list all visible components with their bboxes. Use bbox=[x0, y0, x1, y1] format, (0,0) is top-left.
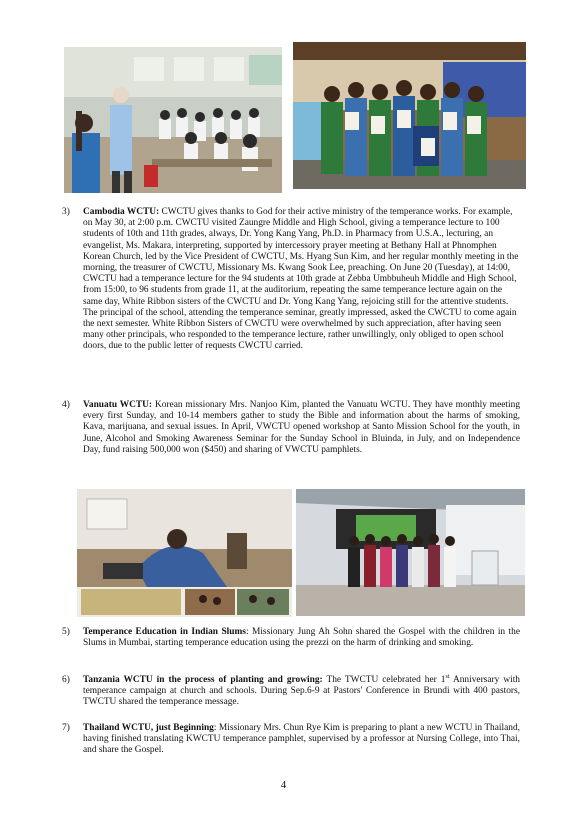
item-number: 3) bbox=[62, 207, 70, 217]
page-number: 4 bbox=[280, 779, 287, 791]
item-text: CWCTU gives thanks to God for their active ministry of the temperance works. For example, on May 30, at 2:00 p.m. CWCTU visited Zaungre Middle and High School, giving a temperance lecture to 100 students of 10th and 11th grades, always, Dr. Yong Kang Yang, Ph.D. in Pharmacy from U.S.A., lecturing, an evangelist, Ms. Makara, interpreting, supported by intercessory prayer meeting at Bethany Hall at Phnomphen Korean Church, led by the Vice President of CWCTU, Ms. Hyang Sun Kim, and her regular monthly meeting in the morning, the treasurer of CWCTU, Missionary Ms. Kwang Sook Lee, preaching. On June 20 (Tuesday), at 14:00, CWCTU had a temperance lecture for the 94 students at 10th grade at Zebba Umbbuheuh Middle and High School, from 15:00, to 96 students from grade 11, at the auditorium, repeating the same temperance lecture again on the same day, White Ribbon sisters of the CWCTU and Dr. Yong Kang Yang, rejoicing still for the attentive students. The principal of the school, attending the temperance seminar, greatly impressed, asked the CWCTU to come again the next semester. White Ribbon Sisters of CWCTU were overwhelmed by such appreciation, after having seen many other principals, who responded to the temperance lecture, rather unwillingly, only obliged to open school doors, due to the public letter of requests CWCTU carried. bbox=[83, 207, 519, 352]
item-heading: Temperance Education in Indian Slums bbox=[83, 627, 246, 637]
item-heading: Vanuatu WCTU: bbox=[83, 400, 153, 410]
item-number: 4) bbox=[62, 400, 70, 410]
item-heading: Tanzania WCTU in the process of planting and growing: bbox=[83, 675, 323, 685]
item-number: 7) bbox=[62, 723, 70, 733]
list-item-tanzania bbox=[62, 675, 520, 709]
photo-vanuatu-workshop bbox=[77, 489, 292, 617]
list-item-thailand bbox=[62, 723, 520, 757]
list-item-vanuatu bbox=[62, 400, 520, 456]
item-text: Korean missionary Mrs. Nanjoo Kim, planted the Vanuatu WCTU. They have monthly meeting every first Sunday, and 10-14 members gather to study the Bible and information about the harms of smoking, Kava, marijuana, and sexual issues. In April, VWCTU opened workshop at Santo Mission School for the youth, in June, Alcohol and Smoking Awareness Seminar for the Sunday School in Bluinda, in July, and on Independence Day, fund raising 500,000 won ($450) and sharing of VWCTU pamphlets. bbox=[83, 400, 521, 455]
item-number: 5) bbox=[62, 627, 70, 637]
item-number: 6) bbox=[62, 675, 70, 685]
list-item-india bbox=[62, 627, 520, 649]
item-heading: Thailand WCTU, just Beginning bbox=[83, 723, 214, 733]
item-text: The TWCTU celebrated her 1 bbox=[322, 675, 446, 685]
item-text: : Missionary Mrs. Chun Rye Kim is preparing to plant a new WCTU in Thailand, having finished translating KWCTU temperance pamphlet, supervised by a professor at Nursing College, into Thai, and share the Gospel. bbox=[83, 723, 520, 756]
item-heading: Cambodia WCTU: bbox=[83, 207, 160, 217]
item-text: : Missionary Jung Ah Sohn shared the Gospel with the children in the Slums in Mumbai, starting temperance education using the prezzi on the harm of drinking and smoking. bbox=[83, 627, 521, 649]
photo-cambodia-women-group bbox=[293, 42, 526, 189]
photo-cambodia-classroom-lecture bbox=[64, 47, 282, 193]
list-item-cambodia bbox=[62, 207, 520, 353]
item-text-continued: Anniversary with temperance campaign at church and schools. During Sep.6-9 at Pastors' Conference in Brundi with 400 pastors, TWCTU shared the temperance message. bbox=[83, 675, 520, 708]
ordinal-suffix: st bbox=[445, 673, 450, 680]
photo-vanuatu-seminar-stage bbox=[296, 489, 525, 616]
